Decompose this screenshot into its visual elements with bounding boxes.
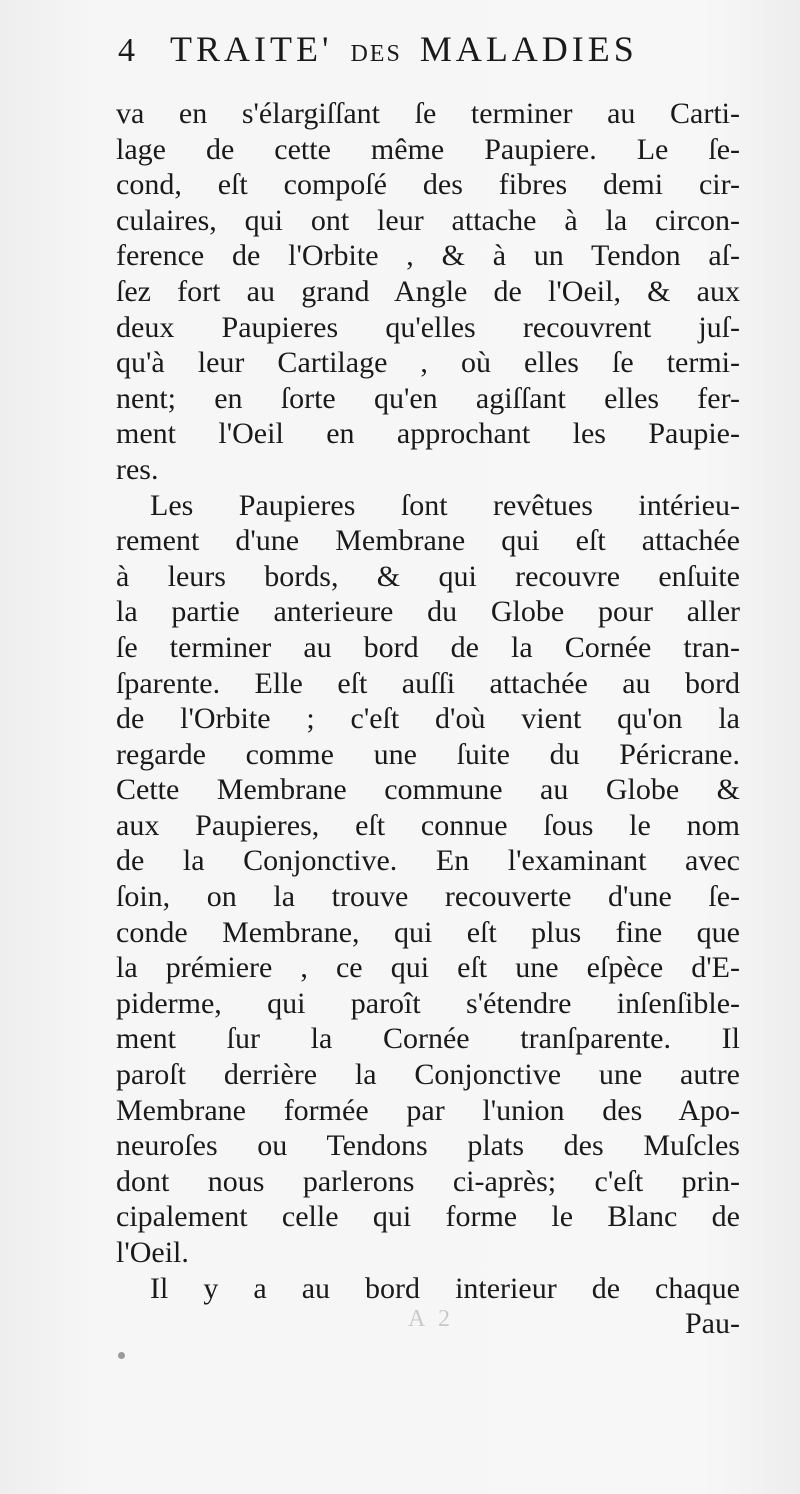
text-line: cond, eſt compoſé des fibres demi cir-: [116, 168, 740, 202]
text-line: neuroſes ou Tendons plats des Muſcles: [116, 1129, 740, 1163]
text-line: rement d'une Membrane qui eſt attachée: [116, 524, 740, 558]
text-line: ſe terminer au bord de la Cornée tran-: [116, 630, 740, 664]
catchword: Pau-: [685, 1307, 740, 1341]
text-line: ſoin, on la trouve recouverte d'une ſe-: [116, 880, 740, 914]
text-line: de l'Orbite ; c'eſt d'où vient qu'on la: [116, 702, 740, 736]
text-line: piderme, qui paroît s'étendre inſenſible-: [116, 986, 740, 1020]
text-line: lage de cette même Paupiere. Le ſe-: [116, 132, 740, 166]
text-line: regarde comme une ſuite du Péricrane.: [116, 737, 740, 771]
text-line: qu'à leur Cartilage , où elles ſe termi-: [116, 346, 740, 380]
header-title-part3: MALADIES: [419, 29, 638, 69]
text-line: ment ſur la Cornée tranſparente. Il: [116, 1022, 740, 1056]
page-number: 4: [118, 32, 138, 69]
text-line: Les Paupieres ſont revêtues intérieu-: [150, 488, 740, 522]
signature-mark: A 2: [408, 1306, 455, 1332]
header-title-part2: DES: [350, 41, 402, 67]
text-line: res.: [116, 452, 159, 486]
text-line: la prémiere , ce qui eſt une eſpèce d'E-: [116, 951, 740, 985]
text-line: conde Membrane, qui eſt plus fine que: [116, 915, 740, 949]
text-line: deux Paupieres qu'elles recouvrent juſ-: [116, 310, 740, 344]
text-line: ſez fort au grand Angle de l'Oeil, & aux: [116, 274, 740, 308]
text-line: l'Oeil.: [116, 1236, 189, 1269]
text-line: la partie anterieure du Globe pour aller: [116, 595, 740, 629]
body-text: [116, 96, 740, 1342]
text-line: nent; en ſorte qu'en agiſſant elles fer-: [116, 381, 740, 415]
header-title-part1: TRAITE': [170, 29, 333, 69]
text-line: dont nous parlerons ci-après; c'eſt prin-: [116, 1164, 740, 1198]
running-header: [118, 28, 738, 76]
text-line: Cette Membrane commune au Globe &: [116, 773, 740, 807]
text-line: ſparente. Elle eſt auſſi attachée au bord: [116, 666, 740, 700]
text-line: Membrane formée par l'union des Apo-: [116, 1093, 740, 1127]
text-line: va en s'élargiſſant ſe terminer au Carti-: [116, 97, 740, 130]
text-line: culaires, qui ont leur attache à la circon-: [116, 203, 740, 237]
text-line: de la Conjonctive. En l'examinant avec: [116, 844, 740, 878]
text-line: cipalement celle qui forme le Blanc de: [116, 1200, 740, 1234]
text-line: à leurs bords, & qui recouvre enſuite: [116, 559, 740, 593]
text-line: aux Paupieres, eſt connue ſous le nom: [116, 808, 740, 842]
text-line: ference de l'Orbite , & à un Tendon aſ-: [116, 239, 740, 273]
text-line: Il y a au bord interieur de chaque: [150, 1271, 740, 1305]
ink-speck: [118, 1352, 125, 1359]
text-line: ment l'Oeil en approchant les Paupie-: [116, 417, 740, 451]
text-line: paroſt derrière la Conjonctive une autre: [116, 1058, 740, 1092]
